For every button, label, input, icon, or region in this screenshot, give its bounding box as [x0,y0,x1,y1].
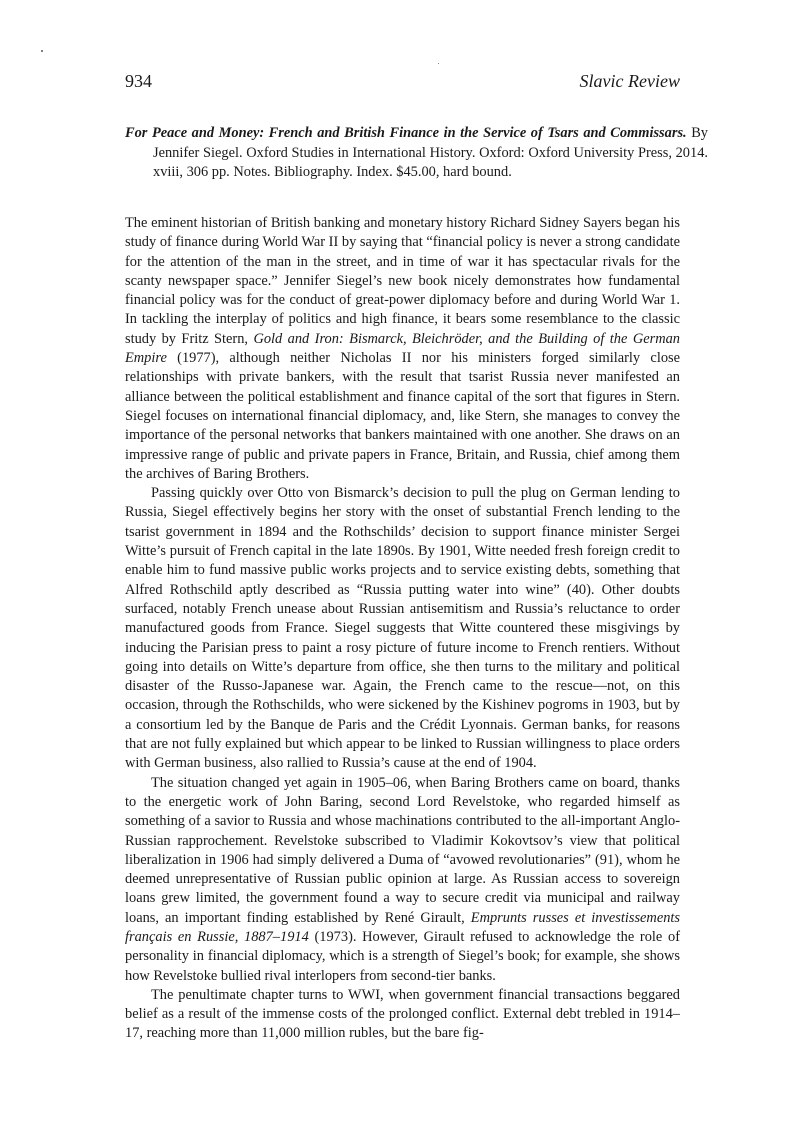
text-run: (1977), although neither Nicholas II nor his ministers forged similarly close relationships with private bankers, with the result that tsarist Russia never manifested an alliance between the political establishment and finance capital of the sort that figures in Stern. Siegel focuses on international financial diplomacy, and, like Stern, she manages to convey the importance of the personal networks that bankers maintained with one another. She draws on an impressive range of public and private papers in France, Britain, and Russia, chief among them the archives of Baring Brothers. [125,350,680,482]
scan-speck [41,50,43,52]
paragraph [125,214,680,484]
text-run: (1973). However, Girault refused to acknowledge the role of personality in financial diplomacy, which is a strength of Siegel’s book; for example, she shows how Revelstoke bullied rival interlopers from second-tier banks. [125,928,680,984]
book-citation [125,124,708,183]
text-run: The penultimate chapter turns to WWI, when government financial transactions beggared belief as a result of the immense costs of the prolonged conflict. External debt trebled in 1914–17, reaching more than 11,000 million rubles, but the bare fig- [125,986,680,1042]
paragraph [125,484,680,773]
page-number: 934 [125,71,152,91]
text-run: Passing quickly over Otto von Bismarck’s decision to pull the plug on German lending to Russia, Siegel effectively begins her story with the onset of substantial French lending to the tsarist government in 1894 and the Rothschilds’ decision to support finance minister Sergei Witte’s pursuit of French capital in the late 1890s. By 1901, Witte needed fresh foreign credit to enable him to fund massive public works projects and to service existing debts, something that Alfred Rothschild aptly described as “Russia putting water into wine” (40). Other doubts surfaced, notably French unease about Russian antisemitism and Russia’s reluctance to order manufactured goods from France. Siegel suggests that Witte countered these misgivings by inducing the Parisian press to paint a rosy picture of future income to French rentiers. Without going into details on Witte’s departure from office, she then turns to the military and political disaster of the Russo-Japanese war. Again, the French came to the rescue—not, on this occasion, through the Rothschilds, who were sickened by the Kishinev pogroms in 1903, but by a consortium led by the Banque de Paris and the Crédit Lyonnais. German banks, for reasons that are not fully explained but which appear to be linked to Russian willingness to place orders with German business, also rallied to Russia’s cause at the end of 1904. [125,485,680,772]
text-run: The situation changed yet again in 1905–06, when Baring Brothers came on board, thanks to the energetic work of John Baring, second Lord Revelstoke, who regarded himself as something of a savior to Russia and whose machinations contributed to the all-important Anglo-Russian rapprochement. Revelstoke subscribed to Vladimir Kokovtsov’s view that political liberalization in 1906 had simply delivered a Duma of “avowed revolutionaries” (91), whom he deemed unrepresentative of Russian public opinion at large. As Russian access to sovereign loans grew limited, the government found a way to secure credit via municipal and railway loans, an important finding established by René Girault, [125,774,680,926]
book-title: For Peace and Money: French and British Finance in the Service of Tsars and Commissars. [125,125,687,141]
review-body [125,214,680,1044]
paragraph [125,986,680,1044]
book-details: By Jennifer Siegel. Oxford Studies in International History. Oxford: Oxford University Press, 2014. xviii, 306 pp. Notes. Bibliography. Index. $45.00, hard bound. [153,125,708,180]
scan-speck [438,63,439,64]
book-title-italic: Gold and Iron: Bismarck, Bleichröder, and the Building of the German Empire [125,330,680,367]
text-run: The eminent historian of British banking and monetary history Richard Sidney Sayers began his study of finance during World War II by saying that “financial policy is never a strong candidate for the attention of the man in the street, and in time of war it has spectacular rivals for the scanty newspaper space.” Jennifer Siegel’s new book nicely demonstrates how fundamental financial policy was for the conduct of great-power diplomacy before and during World War 1. In tackling the interplay of politics and high finance, it bears some resemblance to the classic study by Fritz Stern, [125,215,680,347]
paragraph [125,774,680,986]
journal-title: Slavic Review [579,71,680,91]
running-header [125,71,680,92]
book-title-italic: Emprunts russes et investissements français en Russie, 1887–1914 [125,909,681,945]
